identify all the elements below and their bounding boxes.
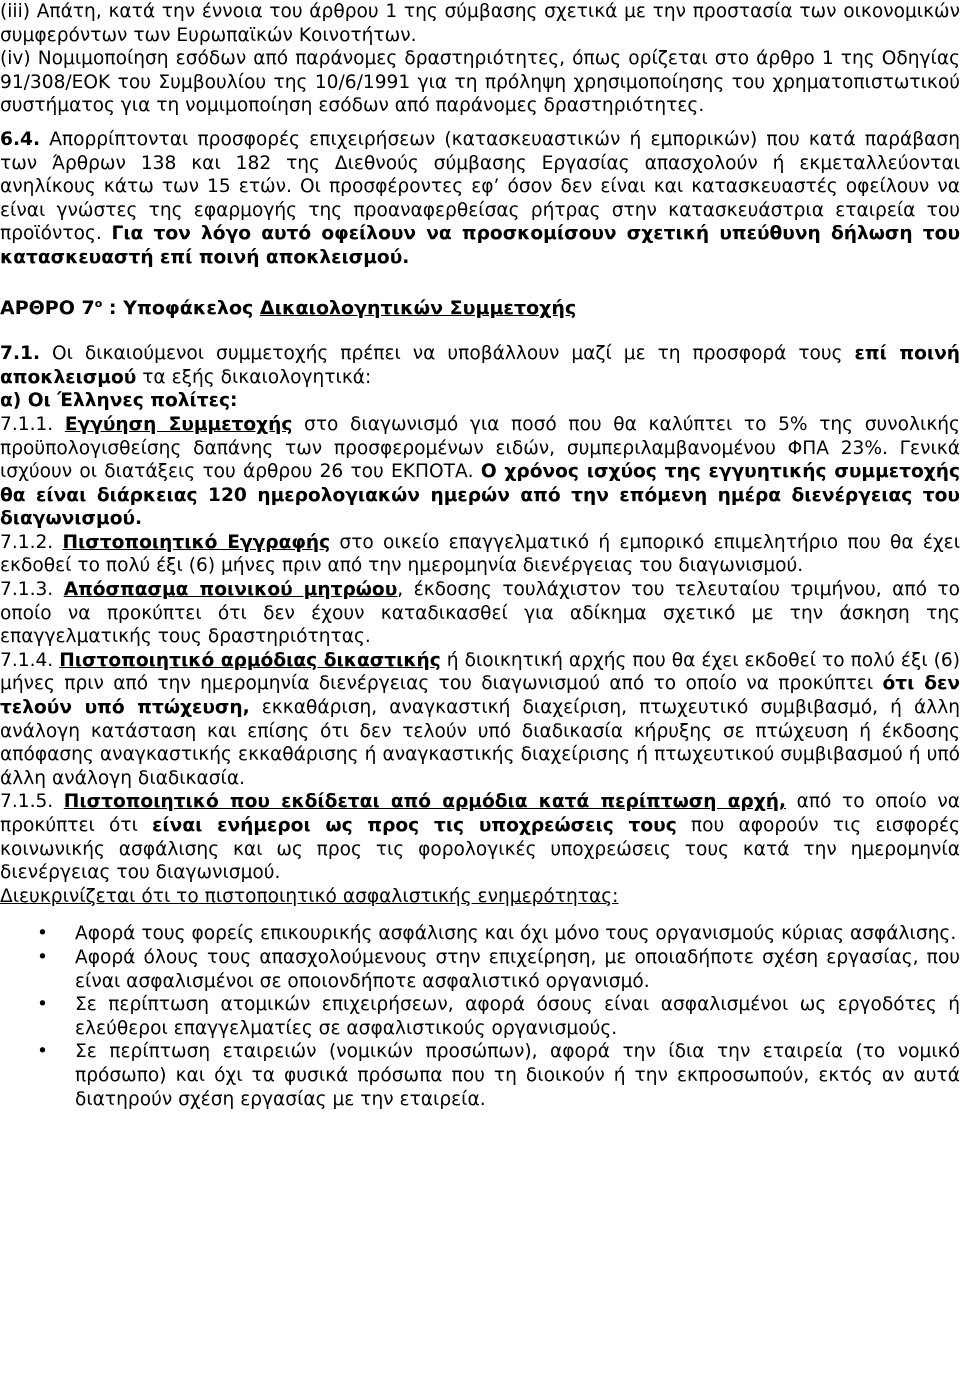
article-heading [0, 292, 960, 321]
clause-text: στο οικείο επαγγελματικό ή εμπορικό επιμελητήριο που θα έχει εκδοθεί το πολύ έξι (6) μήνες πριν από την ημερομηνία διενέργειας του διαγωνισμού. [0, 531, 960, 577]
clause-title: Απόσπασμα ποινικού μητρώου [63, 579, 398, 601]
clause-number: 7.1.2. [0, 531, 63, 553]
heading-subject: Δικαιολογητικών Συμμετοχής [259, 296, 577, 319]
list-item: • Σε περίπτωση εταιρειών (νομικών προσώπων), αφορά την ίδια την εταιρεία (το νομικό πρόσωπο) και όχι τα φυσικά πρόσωπα που τη διοικούν ή την εκπροσωπούν, εκτός αν αυτά διατηρούν σχέση εργασίας με την εταιρεία. [0, 1040, 960, 1111]
clause-number: 7.1.5. [0, 791, 64, 813]
paragraph-money-laundering: (iv) Νομιμοποίηση εσόδων από παράνομες δραστηριότητες, όπως ορίζεται στο άρθρο 1 της Οδηγίας 91/308/ΕΟΚ του Συμβουλίου της 10/6/1991 για τη πρόληψη χρησιμοποίησης του χρηματοπιστωτικού συστήματος για τη νομιμοποίηση εσόδων από παράνομες δραστηριότητες. [0, 48, 960, 117]
paragraph-7-1-2 [0, 531, 960, 578]
paragraph-fraud: (iii) Απάτη, κατά την έννοια του άρθρου 1 της σύμβασης σχετικά με την προστασία των οικονομικών συμφερόντων των Ευρωπαϊκών Κοινοτήτων. [0, 1, 960, 46]
clause-number: 7.1.1. [0, 413, 65, 435]
clause-number: 6.4. [0, 128, 41, 150]
clause-text: στο διαγωνισμό για ποσό που θα καλύπτει το 5% της συνολικής προϋπολογισθείσης δαπάνης των προσφερομένων ειδών, συμπεριλαμβανομένου ΦΠΑ 23%. Γενικά ισχύουν οι διατάξεις του άρθρου 26 του ΕΚΠΟΤΑ. [0, 413, 960, 483]
paragraph-7-1 [0, 342, 960, 389]
clause-text: Απορρίπτονται προσφορές επιχειρήσεων (κατασκευαστικών ή εμπορικών) που κατά παράβαση των Άρθρων 138 και 182 της Διεθνούς σύμβασης Εργασίας απασχολούν ή εκμεταλλεύονται ανηλίκους κάτω των 15 ετών. Οι προσφέροντες εφ’ όσον δεν είναι και κατασκευαστές οφείλουν να είναι γνώστες της εφαρμογής της προαναφερθείσας ρήτρας στην κατασκευάστρια εταιρεία του προϊόντος. [0, 128, 960, 245]
paragraph-7-1-5 [0, 790, 960, 884]
clause-bold-text: Για τον λόγο αυτό οφείλουν να προσκομίσουν σχετική υπεύθυνη δήλωση του κατασκευαστή επί ποινή αποκλεισμού. [0, 223, 960, 268]
clause-number: 7.1. [0, 343, 41, 365]
paragraph-clarification [0, 885, 960, 909]
clause-bold-text: είναι ενήμεροι ως προς τις υποχρεώσεις τους [152, 815, 677, 836]
clause-text: από το οποίο να προκύπτει ότι [0, 791, 960, 836]
subsection-title: α) Οι Έλληνες πολίτες: [0, 390, 238, 412]
list-item: • Αφορά τους φορείς επικουρικής ασφάλισης και όχι μόνο τους οργανισμούς κύριας ασφάλισης. [0, 922, 960, 946]
clause-number: 7.1.3. [0, 579, 64, 601]
clause-title: Πιστοποιητικό που εκδίδεται από αρμόδια κατά περίπτωση αρχή, [63, 791, 787, 813]
clause-text: ή διοικητική αρχής που θα έχει εκδοθεί το πολύ έξι (6) μήνες πριν από την ημερομηνία διενέργειας του διαγωνισμού από το οποίο να προκύπτει [0, 649, 960, 695]
list-item: • Σε περίπτωση ατομικών επιχειρήσεων, αφορά όσους είναι ασφαλισμένοι ως εργοδότες ή ελεύθεροι επαγγελματίες σε ασφαλιστικούς οργανισμούς. [0, 993, 960, 1040]
list-item: • Αφορά όλους τους απασχολούμενους στην επιχείρηση, με οποιαδήποτε σχέση εργασίας, που είναι ασφαλισμένοι σε οποιονδήποτε ασφαλιστικό οργανισμό. [0, 946, 960, 993]
paragraph-7-1-3 [0, 578, 960, 649]
paragraph-6-4 [0, 128, 960, 270]
clause-bold-text: ότι δεν τελούν υπό πτώχευση, [0, 673, 960, 719]
insurance-bullet-list [0, 922, 960, 1111]
clause-title: Εγγύηση Συμμετοχής [64, 413, 293, 435]
heading-article-label: ΑΡΘΡΟ 7 [0, 296, 95, 319]
clause-tail-text: εκκαθάριση, αναγκαστική διαχείριση, πτωχευτικό συμβιβασμό, ή άλλη ανάλογη κατάσταση και επίσης ότι δεν τελούν υπό διαδικασία κήρυξης σε πτώχευση ή έκδοσης απόφασης αναγκαστικής εκκαθάρισης ή αναγκαστικής διαχείρισης ή πτωχευτικού συμβιβασμού ή υπό άλλη ανάλογη διαδικασία. [0, 697, 960, 789]
clause-title: Πιστοποιητικό αρμόδιας δικαστικής [59, 649, 441, 671]
clause-text: Οι δικαιούμενοι συμμετοχής πρέπει να υποβάλλουν μαζί με τη προσφορά τους [40, 343, 855, 365]
paragraph-7-1-4 [0, 649, 960, 791]
clause-title: Πιστοποιητικό Εγγραφής [62, 531, 331, 553]
heading-separator: : Υποφάκελος [102, 296, 260, 319]
clause-number: 7.1.4. [0, 649, 60, 671]
clause-bold-text: Ο χρόνος ισχύος της εγγυητικής συμμετοχής θα είναι διάρκειας 120 ημερολογιακών ημερών από την επόμενη ημέρα διενέργειας του διαγωνισμού. [0, 461, 960, 530]
clarification-text: Διευκρινίζεται ότι το πιστοποιητικό ασφαλιστικής ενημερότητας: [0, 885, 619, 907]
clause-tail-text: τα εξής δικαιολογητικά: [136, 366, 372, 388]
clause-text: , έκδοσης τουλάχιστον του τελευταίου τριμήνου, από το οποίο να προκύπτει ότι δεν έχουν καταδικασθεί για αδίκημα σχετικό με την άσκηση της επαγγελματικής τους δραστηριότητας. [0, 579, 960, 648]
clause-tail-text: που αφορούν τις εισφορές κοινωνικής ασφάλισης και ως προς τις φορολογικές υποχρεώσεις τους κατά την ημερομηνία διενέργειας του διαγωνισμού. [0, 815, 960, 884]
paragraph-7-1-1 [0, 413, 960, 531]
subsection-greek-citizens [0, 389, 960, 413]
heading-ordinal: ο [94, 296, 103, 310]
clause-bold-text: επί ποινή αποκλεισμού [0, 343, 960, 388]
